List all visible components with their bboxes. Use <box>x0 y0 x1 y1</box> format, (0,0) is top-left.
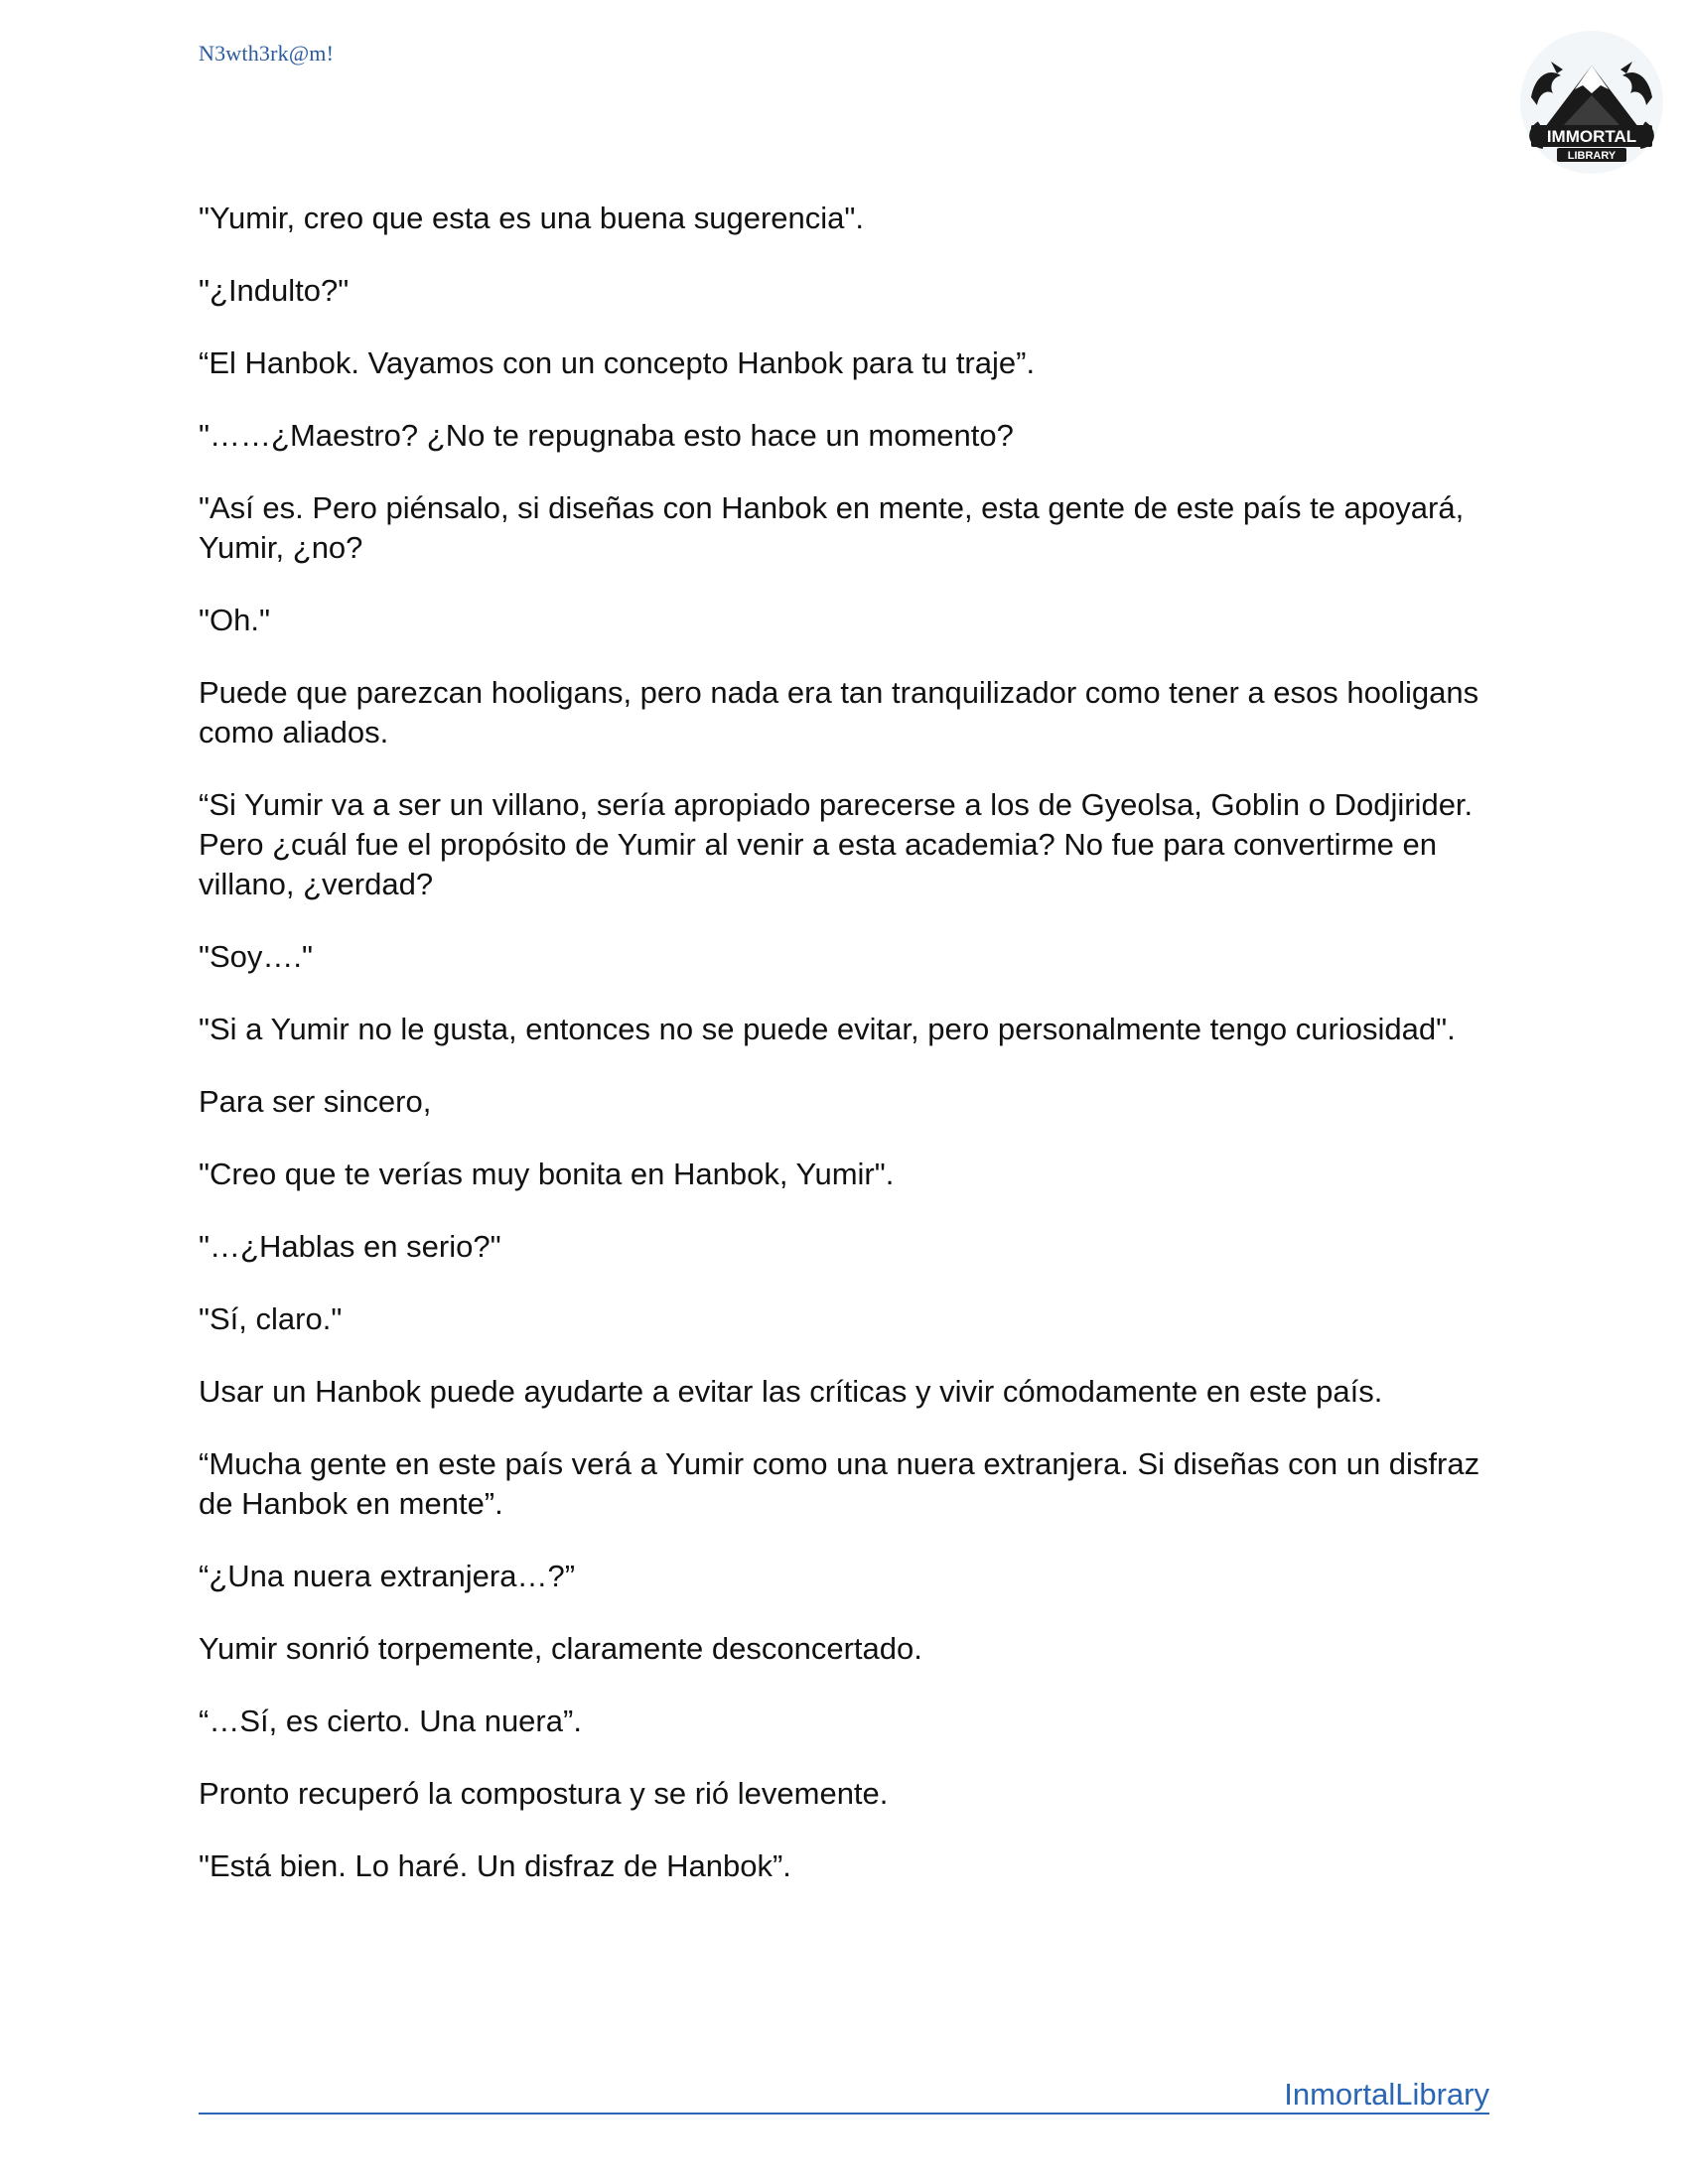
paragraph: “El Hanbok. Vayamos con un concepto Hanbok para tu traje”. <box>199 345 1036 380</box>
paragraph: "Yumir, creo que esta es una buena sugerencia". <box>199 201 864 235</box>
paragraph: "Está bien. Lo haré. Un disfraz de Hanbok”. <box>199 1848 791 1883</box>
paragraph: "Creo que te verías muy bonita en Hanbok, Yumir". <box>199 1157 895 1191</box>
paragraph: Para ser sincero, <box>199 1084 432 1119</box>
paragraph: Puede que parezcan hooligans, pero nada era tan tranquilizador como tener a esos hooligans como aliados. <box>199 675 1479 750</box>
paragraph: “Si Yumir va a ser un villano, sería apropiado parecerse a los de Gyeolsa, Goblin o Dodjirider. Pero ¿cuál fue el propósito de Yumir al venir a esta academia? No fue para convertirme en villano, ¿verdad? <box>199 787 1474 901</box>
paragraph: “…Sí, es cierto. Una nuera”. <box>199 1704 582 1738</box>
paragraph: "……¿Maestro? ¿No te repugnaba esto hace un momento? <box>199 418 1014 453</box>
footer-library-link[interactable]: InmortalLibrary <box>1284 2077 1489 2112</box>
paragraph: Usar un Hanbok puede ayudarte a evitar las críticas y vivir cómodamente en este país. <box>199 1374 1383 1409</box>
paragraph: “Mucha gente en este país verá a Yumir como una nuera extranjera. Si diseñas con un disfraz de Hanbok en mente”. <box>199 1446 1480 1521</box>
paragraph: "Soy…." <box>199 939 314 974</box>
header-watermark: N3wth3rk@m! <box>199 41 335 66</box>
logo-line2: LIBRARY <box>1567 150 1617 162</box>
paragraph: "¿Indulto?" <box>199 273 350 308</box>
dragon-mountain-crest-icon <box>1517 28 1666 177</box>
immortal-library-logo <box>1517 28 1666 177</box>
document-body <box>199 199 1489 1919</box>
logo-line1: IMMORTAL <box>1546 127 1637 146</box>
paragraph: Pronto recuperó la compostura y se rió levemente. <box>199 1776 889 1811</box>
paragraph: "Oh." <box>199 603 270 637</box>
footer-divider <box>199 2113 1489 2115</box>
paragraph: "…¿Hablas en serio?" <box>199 1229 501 1264</box>
paragraph: “¿Una nuera extranjera…?” <box>199 1559 576 1593</box>
paragraph: "Sí, claro." <box>199 1301 343 1336</box>
paragraph: Yumir sonrió torpemente, claramente desconcertado. <box>199 1631 922 1666</box>
paragraph: "Si a Yumir no le gusta, entonces no se puede evitar, pero personalmente tengo curiosidad". <box>199 1012 1456 1046</box>
paragraph: "Así es. Pero piénsalo, si diseñas con Hanbok en mente, esta gente de este país te apoyará, Yumir, ¿no? <box>199 490 1465 565</box>
